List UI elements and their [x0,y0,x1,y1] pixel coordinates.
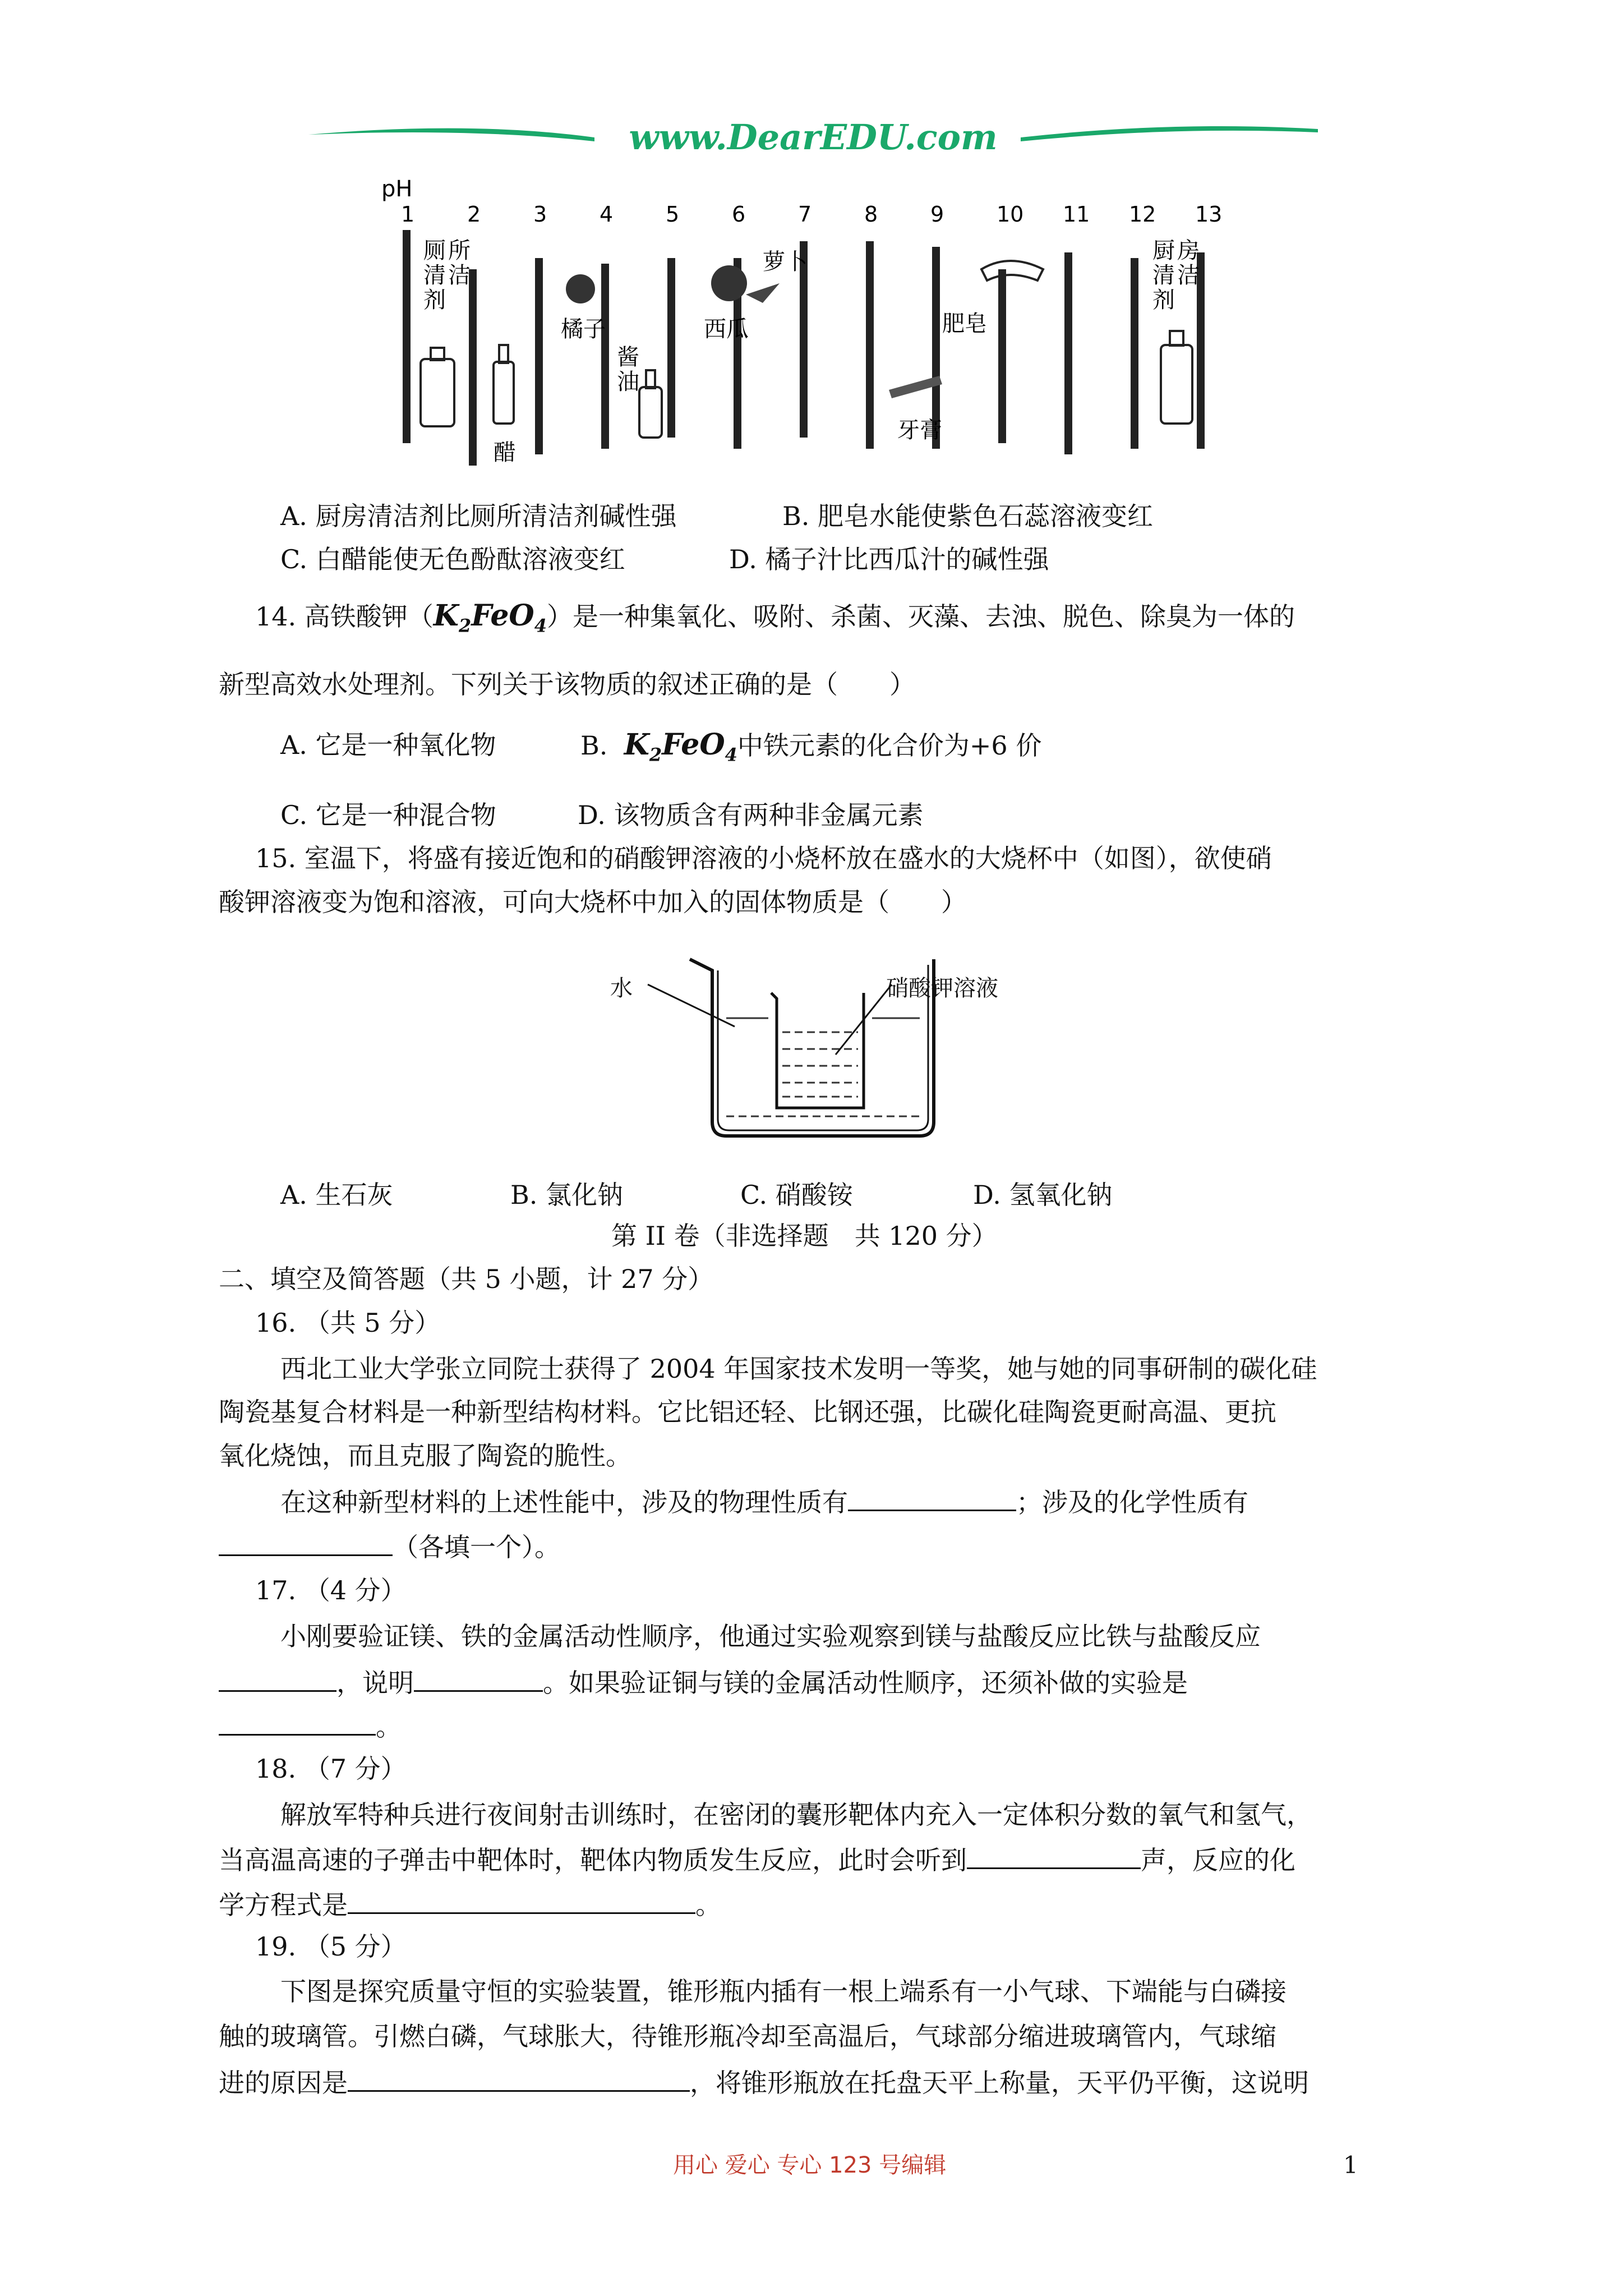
ph-scale-pole [667,258,675,438]
label-kitchen-cleaner: 厨 房清 洁剂 [1152,238,1200,313]
ph-scale-pole [1064,252,1072,454]
label-radish: 萝卜 [763,249,808,275]
water-hatch [726,1018,920,1116]
ph-tick-label: 2 [467,202,481,227]
vinegar-bottle-icon [494,345,514,424]
ph-tick-label: 1 [401,202,415,227]
ph-tick-label: 7 [798,202,812,227]
q14-option-d: D. 该物质含有两种非金属元素 [578,800,924,830]
formula-k2feo4-b: $K_2FeO_4$ [624,728,737,766]
watermelon-icon [711,265,747,301]
q19-line1: 下图是探究质量守恒的实验装置，锥形瓶内插有一根上端系有一小气球、下端能与白磷接 [280,1976,1287,2007]
ph-scale-pole [469,269,477,466]
ph-scale-pole [1131,258,1138,449]
logo-text: www.DearEDU.com [629,117,998,158]
ph-scale-pole [601,264,609,449]
ph-tick-label: 6 [732,202,746,227]
ph-scale-pole [535,258,543,454]
q18-line1: 解放军特种兵进行夜间射击训练时，在密闭的囊形靶体内充入一定体积分数的氧气和氢气， [280,1800,1312,1830]
blank-conclusion[interactable] [414,1664,543,1692]
formula-k2feo4: $K_2FeO_4$ [433,599,547,637]
q16-line4: 在这种新型材料的上述性能中，涉及的物理性质有 ；涉及的化学性质有 [280,1484,1248,1519]
ph-tick-label: 13 [1195,202,1223,227]
label-water: 水 [610,976,633,1001]
label-toothpaste: 牙膏 [897,417,942,443]
ph-tick-label: 11 [1063,202,1090,227]
volume-title: 第 II 卷（非选择题 共 120 分） [611,1221,998,1251]
q18-line3: 学方程式是 。 [219,1887,721,1922]
q15-line2: 酸钾溶液变为饱和溶液，可向大烧杯中加入的固体物质是（ ） [219,887,967,917]
q14-option-b: B. $K_2FeO_4$中铁元素的化合价为+6 价 [580,728,1042,766]
q13-option-d: D. 橘子汁比西瓜汁的碱性强 [729,544,1049,574]
q16-number: 16. （共 5 分） [255,1308,441,1338]
q19-line2: 触的玻璃管。引燃白磷，气球胀大，待锥形瓶冷却至高温后，气球部分缩进玻璃管内，气球缩 [219,2021,1276,2051]
ph-tick-label: 4 [600,202,614,227]
q16-line5: （各填一个）。 [219,1529,560,1564]
q14-prefix: 14. 高铁酸钾（ [255,601,434,632]
blank-extra-experiment[interactable] [219,1708,376,1736]
ph-tick-label: 5 [666,202,680,227]
ph-tick-label: 10 [997,202,1024,227]
part-title: 二、填空及简答题（共 5 小题，计 27 分） [219,1264,714,1294]
label-toilet-cleaner: 厕 所清 洁剂 [423,238,471,313]
ph-tick-label: 12 [1129,202,1156,227]
q15-option-c: C. 硝酸铵 [740,1180,853,1210]
page-number: 1 [1343,2151,1358,2179]
q15-option-b: B. 氯化钠 [510,1180,624,1210]
q17-line3: 。 [219,1708,402,1743]
blank-equation[interactable] [348,1887,695,1914]
q14-option-a: A. 它是一种氧化物 [280,730,496,760]
label-orange: 橘子 [561,316,606,342]
q16-line3: 氧化烧蚀，而且克服了陶瓷的脆性。 [219,1441,631,1471]
footer-text: 用心 爱心 专心 123 号编辑 [673,2152,947,2178]
soap-dish-icon [981,261,1043,280]
ph-tick-label: 9 [930,202,944,227]
label-soap: 肥皂 [942,311,987,337]
radish-icon [746,283,780,303]
orange-icon [566,274,595,303]
kitchen-cleaner-bottle-icon [1161,331,1192,424]
q14-line2: 新型高效水处理剂。下列关于该物质的叙述正确的是（ ） [219,669,915,700]
q17-number: 17. （4 分） [255,1575,407,1605]
label-kno3-solution: 硝酸钾溶液 [886,976,998,1001]
q15-option-d: D. 氢氧化钠 [973,1180,1113,1210]
blank-sound[interactable] [967,1842,1141,1869]
ph-scale-pole [866,241,874,449]
q13-option-c: C. 白醋能使无色酚酞溶液变红 [280,544,625,574]
q17-line1: 小刚要验证镁、铁的金属活动性顺序，他通过实验观察到镁与盐酸反应比铁与盐酸反应 [280,1621,1261,1651]
ph-tick-label: 3 [533,202,547,227]
label-vinegar: 醋 [494,440,516,466]
ph-tick-label: 8 [864,202,878,227]
q19-number: 19. （5 分） [255,1931,407,1962]
blank-balloon-reason[interactable] [348,2064,690,2092]
q18-number: 18. （7 分） [255,1754,407,1784]
ph-scale-pole [998,269,1006,443]
q15-option-a: A. 生石灰 [280,1180,393,1210]
label-watermelon: 西瓜 [704,316,749,342]
q14-suffix: ）是一种集氧化、吸附、杀菌、灭藻、去浊、脱色、除臭为一体的 [546,601,1295,632]
ph-chart-figure [376,168,1251,471]
blank-reaction-rate[interactable] [219,1664,336,1692]
blank-physical-property[interactable] [848,1484,1016,1511]
ph-chart-svg [376,168,1251,471]
q16-line1: 西北工业大学张立同院士获得了 2004 年国家技术发明一等奖，她与她的同事研制的碳化硅 [280,1354,1317,1384]
q13-option-b: B. 肥皂水能使紫色石蕊溶液变红 [782,501,1154,531]
q14-option-c: C. 它是一种混合物 [280,800,496,830]
q19-line3: 进的原因是 ，将锥形瓶放在托盘天平上称量，天平仍平衡，这说明 [219,2064,1309,2100]
blank-chemical-property[interactable] [219,1529,393,1556]
header-logo [303,112,1324,163]
ph-scale-pole [403,230,411,443]
q14-line1 [255,599,1295,642]
soy-sauce-bottle-icon [639,370,662,438]
q17-line2: ，说明 。如果验证铜与镁的金属活动性顺序，还须补做的实验是 [219,1664,1188,1700]
q18-line2: 当高温高速的子弹击中靶体时，靶体内物质发生反应，此时会听到 声，反应的化 [219,1842,1295,1877]
q13-option-a: A. 厨房清洁剂比厕所清洁剂碱性强 [280,501,677,531]
toilet-cleaner-bottle-icon [421,348,454,426]
q15-line1: 15. 室温下，将盛有接近饱和的硝酸钾溶液的小烧杯放在盛水的大烧杯中（如图），欲使硝 [255,843,1272,873]
ph-axis-label: pH [381,176,413,202]
q16-line2: 陶瓷基复合材料是一种新型结构材料。它比铝还轻、比钢还强，比碳化硅陶瓷更耐高温、更抗 [219,1397,1276,1427]
label-soy: 酱油 [617,344,639,395]
beaker-figure [606,948,1054,1144]
small-beaker-outline [771,993,864,1108]
